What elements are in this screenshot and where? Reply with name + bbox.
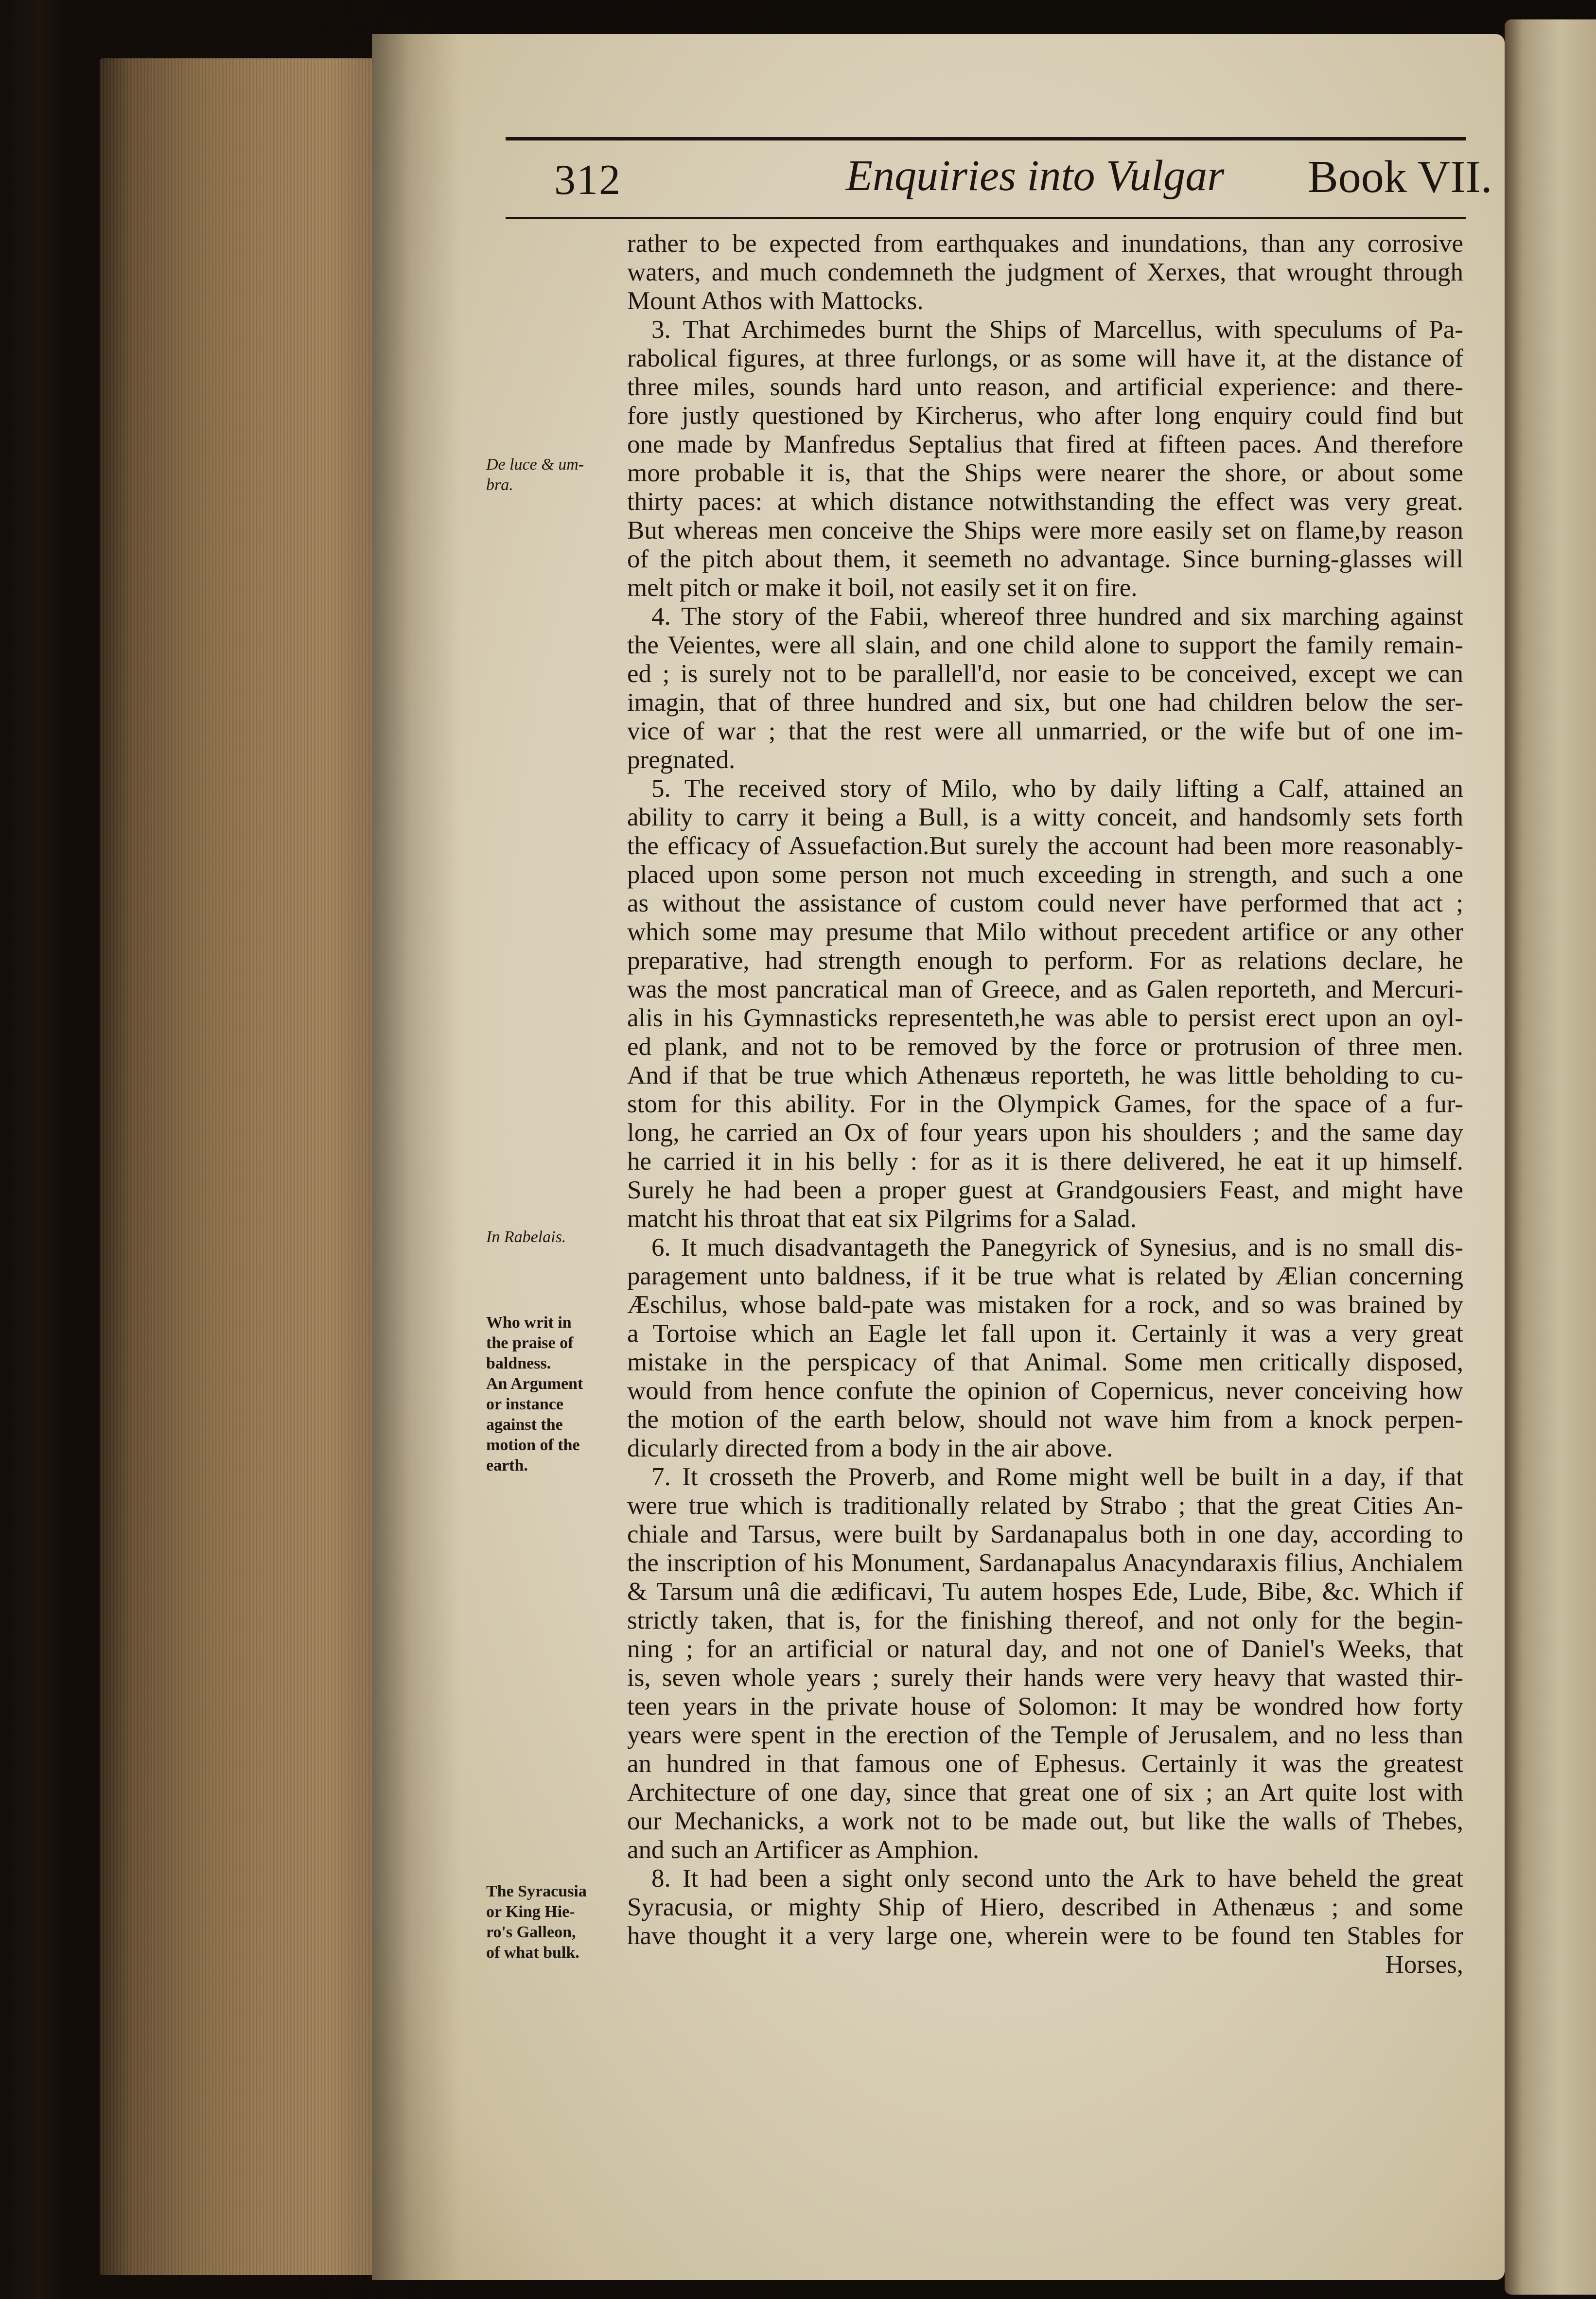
text-line: long, he carried an Ox of four years upon his shoulders ; and the same day xyxy=(627,1119,1463,1147)
text-line: three miles, sounds hard unto reason, and artificial experience: and there- xyxy=(627,373,1463,401)
text-line: the Veientes, were all slain, and one child alone to support the family remain- xyxy=(627,631,1463,659)
text-line: 4. The story of the Fabii, whereof three hundred and six marching against xyxy=(651,602,1463,631)
running-title: Enquiries into Vulgar xyxy=(846,152,1225,200)
text-line: Syracusia, or mighty Ship of Hiero, described in Athenæus ; and some xyxy=(627,1893,1463,1921)
text-line: of the pitch about them, it seemeth no advantage. Since burning-glasses will xyxy=(627,545,1463,573)
text-line: matcht his throat that eat six Pilgrims for a Salad. xyxy=(627,1205,1137,1233)
text-line: the efficacy of Assuefaction.But surely the account had been more reasonably- xyxy=(627,832,1463,860)
text-line: ed ; is surely not to be parallell'd, nor easie to be conceived, except we can xyxy=(627,660,1463,688)
text-line: pregnated. xyxy=(627,746,736,774)
text-line: an hundred in that famous one of Ephesus. Certainly it was the greatest xyxy=(627,1750,1463,1778)
text-line: stom for this ability. For in the Olympick Games, for the space of a fur- xyxy=(627,1090,1463,1118)
text-line: ability to carry it being a Bull, is a witty conceit, and handsomly sets forth xyxy=(627,803,1463,831)
facing-page-edge xyxy=(1505,19,1596,2295)
page-number: 312 xyxy=(554,157,621,204)
header-rule-bottom xyxy=(506,217,1466,219)
margin-note-line: or King Hie- xyxy=(486,1903,575,1921)
margin-note-line: Who writ in xyxy=(486,1314,572,1332)
margin-note-syracusia xyxy=(486,1881,587,1963)
margin-note-line: or instance xyxy=(486,1395,563,1413)
text-line: imagin, that of three hundred and six, but one had children below the ser- xyxy=(627,688,1463,717)
text-line: rabolical figures, at three furlongs, or as some will have it, at the distance of xyxy=(627,344,1463,372)
text-line: 8. It had been a sight only second unto the Ark to have beheld the great xyxy=(651,1864,1463,1893)
text-line: our Mechanicks, a work not to be made out, but like the walls of Thebes, xyxy=(627,1807,1463,1835)
text-line: melt pitch or make it boil, not easily set it on fire. xyxy=(627,574,1138,602)
margin-note-line: against the xyxy=(486,1416,563,1434)
page-edges xyxy=(100,58,372,2275)
margin-note-rabelais xyxy=(486,1227,566,1247)
margin-note-line: An Argument xyxy=(486,1375,583,1393)
text-line: would from hence confute the opinion of Copernicus, never conceiving how xyxy=(627,1377,1463,1405)
text-line: chiale and Tarsus, were built by Sardanapalus both in one day, according to xyxy=(627,1520,1463,1548)
text-line: But whereas men conceive the Ships were more easily set on flame,by reason xyxy=(627,516,1463,544)
text-line: 7. It crosseth the Proverb, and Rome might well be built in a day, if that xyxy=(651,1463,1463,1491)
text-line: Horses, xyxy=(1385,1950,1463,1979)
margin-note-line: motion of the xyxy=(486,1436,580,1454)
text-line: & Tarsum unâ die ædificavi, Tu autem hospes Ede, Lude, Bibe, &c. Which if xyxy=(627,1578,1463,1606)
text-line: preparative, had strength enough to perform. For as relations declare, he xyxy=(627,947,1463,975)
body-text xyxy=(627,229,1463,1979)
margin-note-de-luce xyxy=(486,455,584,495)
text-line: Surely he had been a proper guest at Grandgousiers Feast, and might have xyxy=(627,1176,1463,1204)
text-line: he carried it in his belly : for as it is there delivered, he eat it up himself. xyxy=(627,1147,1463,1176)
text-line: was the most pancratical man of Greece, and as Galen reporteth, and Mercuri- xyxy=(627,975,1463,1003)
text-line: vice of war ; that the rest were all unmarried, or the wife but of one im- xyxy=(627,717,1463,745)
text-line: Mount Athos with Mattocks. xyxy=(627,287,924,315)
text-line: years were spent in the erection of the Temple of Jerusalem, and no less than xyxy=(627,1721,1463,1749)
margin-note-baldness xyxy=(486,1313,583,1476)
text-line: mistake in the perspicacy of that Animal. Some men critically disposed, xyxy=(627,1348,1463,1376)
text-line: Æschilus, whose bald-pate was mistaken for a rock, and so was brained by xyxy=(627,1291,1463,1319)
header-rule-top xyxy=(506,137,1466,140)
text-line: a Tortoise which an Eagle let fall upon it. Certainly it was a very great xyxy=(627,1319,1463,1348)
text-line: more probable it is, that the Ships were nearer the shore, or about some xyxy=(627,459,1463,487)
text-line: 5. The received story of Milo, who by daily lifting a Calf, attained an xyxy=(651,774,1463,803)
text-line: And if that be true which Athenæus reporteth, he was little beholding to cu- xyxy=(627,1061,1463,1089)
text-line: waters, and much condemneth the judgment of Xerxes, that wrought through xyxy=(627,258,1463,286)
margin-note-line: earth. xyxy=(486,1457,528,1474)
margin-note-line: The Syracusia xyxy=(486,1882,587,1900)
margin-note-line: baldness. xyxy=(486,1354,551,1372)
text-line: ed plank, and not to be removed by the force or protrusion of three men. xyxy=(627,1033,1463,1061)
text-line: paragement unto baldness, if it be true what is related by Ælian concerning xyxy=(627,1262,1463,1290)
text-line: the inscription of his Monument, Sardanapalus Anacyndaraxis filius, Anchialem xyxy=(627,1549,1463,1577)
page-gutter-shadow xyxy=(372,34,459,2280)
margin-note-line: ro's Galleon, xyxy=(486,1923,576,1941)
margin-note-line: bra. xyxy=(486,476,513,494)
book-label: Book VII. xyxy=(1308,152,1492,202)
margin-note-line: In Rabelais. xyxy=(486,1228,566,1246)
text-line: Architecture of one day, since that great one of six ; an Art quite lost with xyxy=(627,1778,1463,1807)
text-line: the motion of the earth below, should not wave him from a knock perpen- xyxy=(627,1405,1463,1434)
text-line: strictly taken, that is, for the finishing thereof, and not only for the begin- xyxy=(627,1606,1463,1634)
text-line: which some may presume that Milo without precedent artifice or any other xyxy=(627,918,1463,946)
text-line: 3. That Archimedes burnt the Ships of Marcellus, with speculums of Pa- xyxy=(651,316,1463,344)
margin-note-line: of what bulk. xyxy=(486,1944,579,1962)
margin-note-line: the praise of xyxy=(486,1334,574,1352)
text-line: and such an Artificer as Amphion. xyxy=(627,1836,980,1864)
text-line: thirty paces: at which distance notwithstanding the effect was very great. xyxy=(627,488,1463,516)
text-line: is, seven whole years ; surely their hands were very heavy that wasted thir- xyxy=(627,1664,1463,1692)
text-line: rather to be expected from earthquakes and inundations, than any corrosive xyxy=(627,229,1463,258)
text-line: were true which is traditionally related by Strabo ; that the great Cities An- xyxy=(627,1492,1463,1520)
text-line: as without the assistance of custom could never have performed that act ; xyxy=(627,889,1463,917)
text-line: one made by Manfredus Septalius that fired at fifteen paces. And therefore xyxy=(627,430,1463,458)
text-line: dicularly directed from a body in the air above. xyxy=(627,1434,1113,1462)
text-line: placed upon some person not much exceeding in strength, and such a one xyxy=(627,860,1463,889)
text-line: fore justly questioned by Kircherus, who after long enquiry could find but xyxy=(627,402,1463,430)
text-line: teen years in the private house of Solomon: It may be wondred how forty xyxy=(627,1692,1463,1720)
text-line: have thought it a very large one, wherein were to be found ten Stables for xyxy=(627,1922,1463,1950)
text-line: ning ; for an artificial or natural day, and not one of Daniel's Weeks, that xyxy=(627,1635,1463,1663)
text-line: 6. It much disadvantageth the Panegyrick of Synesius, and is no small dis- xyxy=(651,1233,1463,1262)
text-line: alis in his Gymnasticks representeth,he was able to persist erect upon an oyl- xyxy=(627,1004,1463,1032)
margin-note-line: De luce & um- xyxy=(486,456,584,474)
